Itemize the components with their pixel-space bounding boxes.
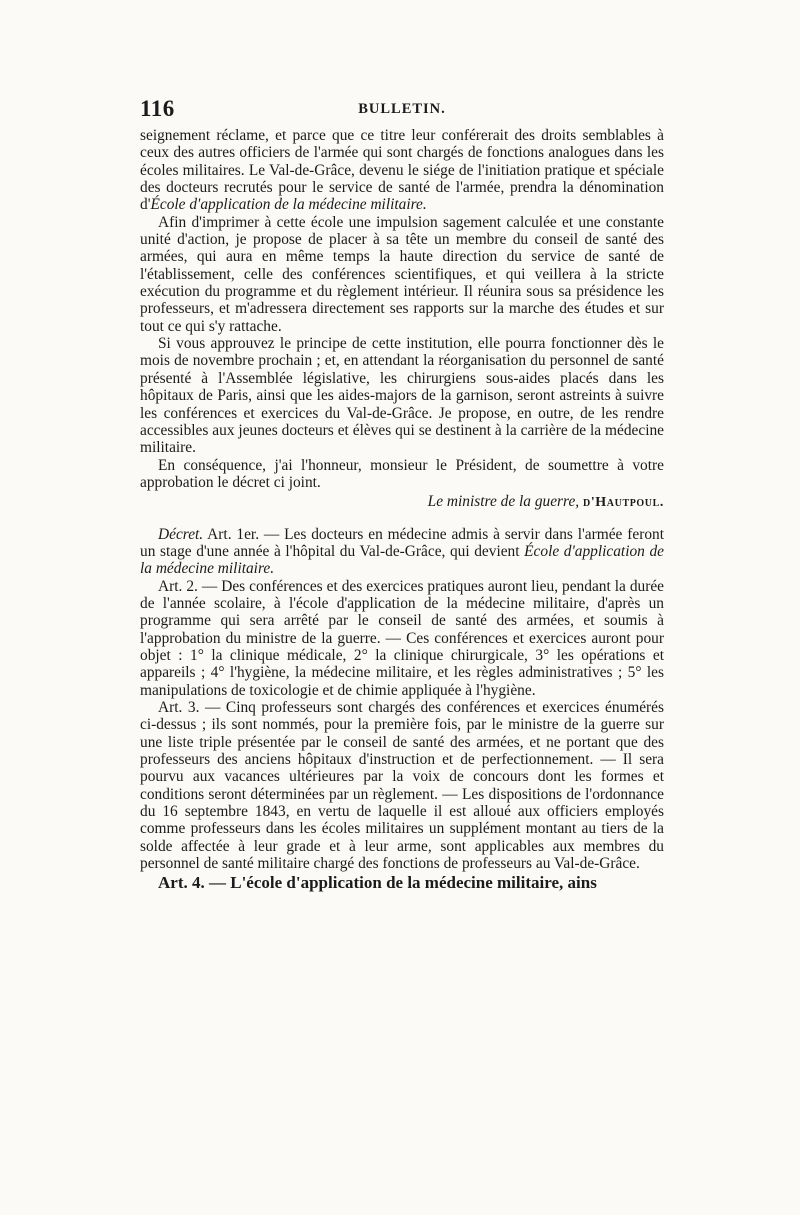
- signature-title: Le ministre de la guerre,: [427, 493, 580, 511]
- signature-name: d'Hautpoul.: [583, 495, 664, 511]
- paragraph-1: [140, 127, 664, 214]
- paragraph-3: Si vous approuvez le principe de cette institution, elle pourra fonctionner dès le mois de novembre prochain ; et, en attendant la réorganisation du personnel de santé présenté à l'Assemblée législative, les chirurgiens sous-aides placés dans les hôpitaux de Paris, ainsi que les aides-majors de la garnison, seront astreints à suivre les conférences et exercices du Val-de-Grâce. Je propose, en outre, de les rendre accessibles aux jeunes docteurs et élèves qui se destinent à la carrière de la médecine militaire.: [140, 335, 664, 457]
- article-1-italic: École d'application de la médecine militaire.: [140, 542, 664, 578]
- paragraph-1-text: seignement réclame, et parce que ce titre leur conférerait des droits semblables à ceux des autres officiers de l'armée qui sont chargés de fonctions analogues dans les écoles militaires. Le Val-de-Grâce, devenu le siége de l'initiation pratique et spéciale des docteurs recrutés pour le service de santé de l'armée, prendra la dénomination d': [140, 127, 664, 214]
- article-1-text: Art. 1er. — Les docteurs en médecine admis à servir dans l'armée feront un stage d'une année à l'hôpital du Val-de-Grâce, qui devient: [140, 525, 664, 560]
- page-body: [140, 127, 664, 892]
- decree-article-1: [140, 526, 664, 578]
- paragraph-1-italic: École d'application de la médecine militaire.: [150, 196, 427, 214]
- decree-article-3: Art. 3. — Cinq professeurs sont chargés des conférences et exercices énumérés ci-dessus ; ils sont nommés, pour la première fois, par le ministre de la guerre sur une liste triple présentée par le conseil de santé des armées, et ne portant que des professeurs des anciens hôpitaux d'instruction et de perfectionnement. — Il sera pourvu aux vacances ultérieures par la voix de concours dont les formes et conditions seront déterminées par un règlement. — Les dispositions de l'ordonnance du 16 septembre 1843, en vertu de laquelle il est alloué aux officiers employés comme professeurs dans les écoles militaires un supplément montant au tiers de la solde affectée à leur grade et à leur arme, sont applicables aux membres du personnel de santé militaire chargé des fonctions de professeurs au Val-de-Grâce.: [140, 699, 664, 873]
- decree-label: Décret.: [158, 525, 204, 543]
- page-header: [140, 96, 664, 122]
- decree-article-4: Art. 4. — L'école d'application de la médecine militaire, ains: [158, 873, 597, 893]
- decree-article-2: Art. 2. — Des conférences et des exercices pratiques auront lieu, pendant la durée de l'année scolaire, à l'école d'application de la médecine militaire, d'après un programme qui sera arrêté par le conseil de santé des armées, et soumis à l'approbation du ministre de la guerre. — Ces conférences et exercices auront pour objet : 1° la clinique médicale, 2° la clinique chirurgicale, 3° les opérations et appareils ; 4° l'hygiène, la médecine militaire, et les règles administratives ; 5° les manipulations de toxicologie et de chimie appliquée à l'hygiène.: [140, 577, 664, 699]
- running-head: BULLETIN.: [358, 101, 446, 117]
- page-number: 116: [140, 96, 175, 121]
- paragraph-2: Afin d'imprimer à cette école une impulsion sagement calculée et une constante unité d'action, je propose de placer à sa tête un membre du conseil de santé des armées, qui aura en même temps la haute direction du service de santé de l'établissement, celle des conférences scientifiques, et qui veillera à la stricte exécution du programme et du règlement intérieur. Il réunira sous sa présidence les professeurs, et m'adressera directement ses rapports sur la marche des études et sur tout ce qui s'y rattache.: [140, 213, 664, 335]
- paragraph-4: En conséquence, j'ai l'honneur, monsieur le Président, de soumettre à votre approbation le décret ci joint.: [140, 456, 664, 491]
- signature: [140, 493, 664, 511]
